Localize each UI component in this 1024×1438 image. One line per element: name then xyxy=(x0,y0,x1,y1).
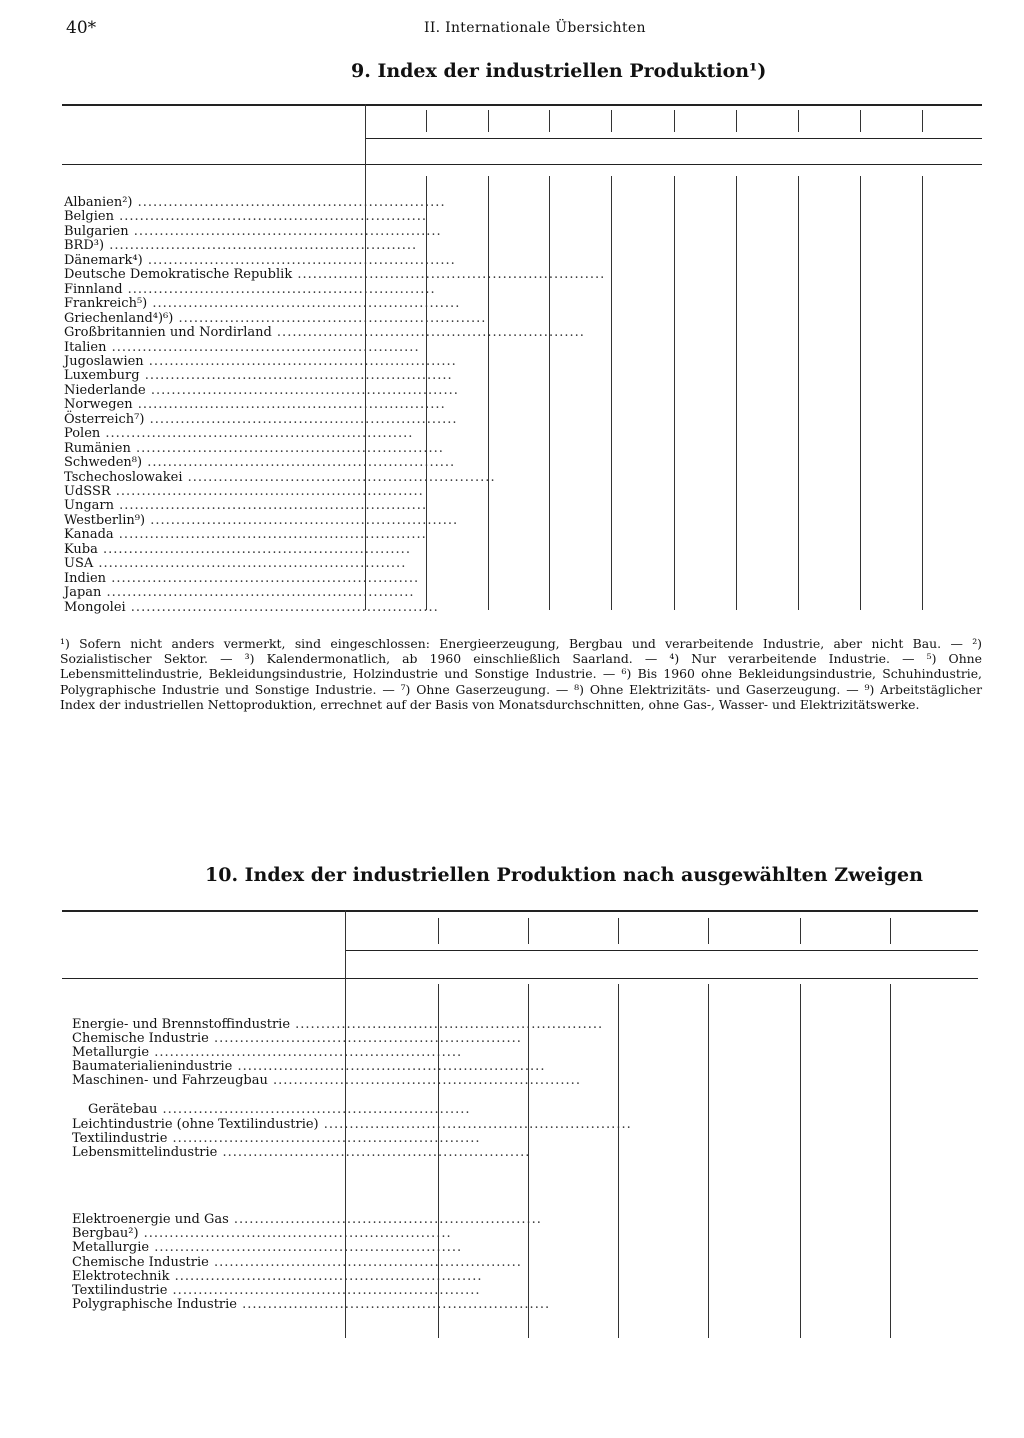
table9-col-divider xyxy=(488,176,489,610)
leader-dots: ............................................................ xyxy=(167,1283,481,1298)
leader-dots: ............................................................ xyxy=(113,527,427,542)
row-label-text: BRD³) xyxy=(64,238,105,253)
table9-row-label xyxy=(64,571,420,586)
row-label-text: Rumänien xyxy=(64,441,131,456)
table9-col-divider xyxy=(674,176,675,610)
table10-col-divider xyxy=(528,984,529,1338)
table10-head-rule xyxy=(62,978,978,979)
leader-dots: ............................................................ xyxy=(143,354,457,369)
table10-col-divider xyxy=(890,984,891,1338)
table10-row-label xyxy=(72,1226,452,1241)
leader-dots: ............................................................ xyxy=(113,209,428,224)
leader-dots: ............................................................ xyxy=(145,513,459,528)
row-label-text: Leichtindustrie (ohne Textilindustrie) xyxy=(72,1117,319,1132)
row-label-text: Tschechoslowakei xyxy=(64,470,183,485)
table10-row-label xyxy=(72,1117,632,1132)
row-label-text: Chemische Industrie xyxy=(72,1031,209,1046)
row-label-text: Polygraphische Industrie xyxy=(72,1297,238,1312)
table9-footnotes xyxy=(60,636,982,712)
row-label-text: Finnland xyxy=(64,282,123,297)
table10-row-label xyxy=(72,1240,463,1255)
table10-col-divider-year xyxy=(708,918,709,944)
leader-dots: ............................................................ xyxy=(110,484,424,499)
table9-row-label xyxy=(64,311,487,326)
table9-col-divider-year xyxy=(860,110,861,132)
table9-row-label xyxy=(64,354,457,369)
table10-row-label xyxy=(72,1297,551,1312)
row-label-text: Mongolei xyxy=(64,600,126,615)
row-label-text: Elektroenergie und Gas xyxy=(72,1212,229,1227)
leader-dots: ............................................................ xyxy=(132,195,446,210)
table9-row-label xyxy=(64,455,456,470)
leader-dots: ............................................................ xyxy=(93,556,407,571)
leader-dots: ............................................................ xyxy=(182,470,496,485)
leader-dots: ............................................................ xyxy=(128,224,442,239)
table9-col-divider xyxy=(549,176,550,610)
leader-dots: ............................................................ xyxy=(132,397,446,412)
leader-dots: ............................................................ xyxy=(147,296,461,311)
page-number: 40* xyxy=(66,18,97,38)
row-label-text: Kuba xyxy=(64,542,98,557)
row-label-text: Metallurgie xyxy=(72,1240,150,1255)
row-label-text: Baumaterialienindustrie xyxy=(72,1059,233,1074)
table9-row-label xyxy=(64,542,411,557)
table9-col-divider-year xyxy=(736,110,737,132)
table10-col-divider xyxy=(708,984,709,1338)
table10-base-rule xyxy=(345,950,978,951)
table9-row-label xyxy=(64,195,446,210)
table9-col-divider xyxy=(798,176,799,610)
leader-dots: ............................................................ xyxy=(173,311,487,326)
row-label-text: Niederlande xyxy=(64,383,146,398)
row-label-text: Ungarn xyxy=(64,498,114,513)
row-label-text: Textilindustrie xyxy=(72,1283,168,1298)
row-label-text: Belgien xyxy=(64,209,114,224)
row-label-text: Jugoslawien xyxy=(64,354,144,369)
table9-title: 9. Index der industriellen Produktion¹) xyxy=(351,60,767,82)
table10-row-label xyxy=(72,1059,546,1074)
leader-dots: ............................................................ xyxy=(101,585,415,600)
leader-dots: ............................................................ xyxy=(139,368,453,383)
leader-dots: ............................................................ xyxy=(208,1031,522,1046)
running-head: II. Internationale Übersichten xyxy=(424,20,646,36)
leader-dots: ............................................................ xyxy=(292,267,606,282)
table10-row-label xyxy=(72,1073,581,1088)
leader-dots: ............................................................ xyxy=(97,542,411,557)
table9-col-divider-year xyxy=(549,110,550,132)
table9-row-label xyxy=(64,383,459,398)
table10-row-label xyxy=(72,1131,481,1146)
table9-row-label xyxy=(64,267,606,282)
row-label-text: Elektrotechnik xyxy=(72,1269,170,1284)
table9-row-label xyxy=(64,412,458,427)
row-label-text: Westberlin⁹) xyxy=(64,513,146,528)
row-label-text: Schweden⁸) xyxy=(64,455,143,470)
leader-dots: ............................................................ xyxy=(125,600,439,615)
table10-row-label xyxy=(72,1045,463,1060)
table9-row-label xyxy=(64,224,442,239)
table9-row-label xyxy=(64,426,414,441)
leader-dots: ............................................................ xyxy=(114,498,428,513)
row-label-text: USA xyxy=(64,556,94,571)
footnote-text: ¹) Sofern nicht anders vermerkt, sind eingeschlossen: Energieerzeugung, Bergbau und verarbeitende Industrie, aber nicht Bau. — ²) Sozialistischer Sektor. — ³) Kalendermonatlich, ab 1960 einschließlich Saarland. — ⁴) Nur verarbeitende Industrie. — ⁵) Ohne Lebensmittelindustrie, Bekleidungsindustrie, Holzindustrie und Sonstige Industrie. — ⁶) Bis 1960 ohne Bekleidungsindustrie, Schuhindustrie, Polygraphische Industrie und Sonstige Industrie. — ⁷) Ohne Gaserzeugung. — ⁸) Ohne Elektrizitäts- und Gaserzeugung. — ⁹) Arbeitstäglicher Index der industriellen Nettoproduktion, errechnet auf der Basis von Monatsdurchschnitten, ohne Gas-, Wasser- und Elektrizitätswerke. xyxy=(60,636,982,712)
row-label-text: Chemische Industrie xyxy=(72,1255,209,1270)
leader-dots: ............................................................ xyxy=(228,1212,542,1227)
table9-row-label xyxy=(64,368,453,383)
leader-dots: ............................................................ xyxy=(144,412,458,427)
table9-col-divider xyxy=(922,176,923,610)
table9-col-divider-year xyxy=(488,110,489,132)
leader-dots: ............................................................ xyxy=(267,1073,581,1088)
table9-row-label xyxy=(64,585,415,600)
table9-head-rule xyxy=(62,164,982,165)
row-label-text: Bergbau²) xyxy=(72,1226,139,1241)
table10-row-label xyxy=(72,1255,522,1270)
table10-row-label xyxy=(72,1017,604,1032)
table9-row-label xyxy=(64,527,427,542)
table9-base-rule xyxy=(365,138,982,139)
leader-dots: ............................................................ xyxy=(271,325,585,340)
table9-row-label xyxy=(64,556,407,571)
table9-row-label xyxy=(64,498,428,513)
leader-dots: ............................................................ xyxy=(138,1226,452,1241)
table10-row-label xyxy=(72,1031,522,1046)
table9-row-label xyxy=(64,397,446,412)
row-label-text: Japan xyxy=(64,585,102,600)
row-label-text: Indien xyxy=(64,571,107,586)
table10-col-divider-year xyxy=(800,918,801,944)
row-label-text: Metallurgie xyxy=(72,1045,150,1060)
table9-col-divider xyxy=(860,176,861,610)
table9-col-divider-year xyxy=(426,110,427,132)
table10-row-label xyxy=(72,1269,483,1284)
row-label-text: Griechenland⁴)⁶) xyxy=(64,311,174,326)
leader-dots: ............................................................ xyxy=(142,253,456,268)
leader-dots: ............................................................ xyxy=(318,1117,632,1132)
row-label-text: Gerätebau xyxy=(88,1102,158,1117)
table10-col-divider-year xyxy=(528,918,529,944)
table10-col-divider xyxy=(800,984,801,1338)
row-label-text: Österreich⁷) xyxy=(64,412,145,427)
leader-dots: ............................................................ xyxy=(142,455,456,470)
row-label-text: UdSSR xyxy=(64,484,111,499)
leader-dots: ............................................................ xyxy=(208,1255,522,1270)
leader-dots: ............................................................ xyxy=(167,1131,481,1146)
leader-dots: ............................................................ xyxy=(104,238,418,253)
leader-dots: ............................................................ xyxy=(169,1269,483,1284)
table10-title: 10. Index der industriellen Produktion nach ausgewählten Zweigen xyxy=(205,864,923,886)
table9-row-label xyxy=(64,340,420,355)
table9-col-divider-year xyxy=(674,110,675,132)
row-label-text: Bulgarien xyxy=(64,224,129,239)
table9-col-divider xyxy=(611,176,612,610)
leader-dots: ............................................................ xyxy=(290,1017,604,1032)
leader-dots: ............................................................ xyxy=(149,1045,463,1060)
leader-dots: ............................................................ xyxy=(100,426,414,441)
table10-col-divider xyxy=(618,984,619,1338)
table9-row-label xyxy=(64,209,428,224)
row-label-text: Lebensmittelindustrie xyxy=(72,1145,218,1160)
table9-row-label xyxy=(64,253,456,268)
row-label-text: Großbritannien und Nordirland xyxy=(64,325,272,340)
table9-row-label xyxy=(64,513,459,528)
row-label-text: Italien xyxy=(64,340,107,355)
table10-row-label xyxy=(72,1145,531,1160)
leader-dots: ............................................................ xyxy=(232,1059,546,1074)
row-label-text: Energie- und Brennstoffindustrie xyxy=(72,1017,291,1032)
table9-col-divider-year xyxy=(922,110,923,132)
table9-row-label xyxy=(64,296,461,311)
table10-col-divider-year xyxy=(618,918,619,944)
table9-row-label xyxy=(64,282,436,297)
table9-row-label xyxy=(64,484,424,499)
table9-col-divider xyxy=(736,176,737,610)
leader-dots: ............................................................ xyxy=(157,1102,471,1117)
row-label-text: Kanada xyxy=(64,527,114,542)
leader-dots: ............................................................ xyxy=(122,282,436,297)
row-label-text: Polen xyxy=(64,426,101,441)
table9-row-label xyxy=(64,441,444,456)
table9-row-label xyxy=(64,238,418,253)
row-label-text: Deutsche Demokratische Republik xyxy=(64,267,293,282)
row-label-text: Norwegen xyxy=(64,397,133,412)
table10-row-label xyxy=(72,1212,542,1227)
table10-col-divider-year xyxy=(438,918,439,944)
leader-dots: ............................................................ xyxy=(217,1145,531,1160)
table10-row-label xyxy=(88,1102,471,1117)
table10-top-rule xyxy=(62,910,978,912)
leader-dots: ............................................................ xyxy=(145,383,459,398)
table9-col-divider-year xyxy=(611,110,612,132)
table9-row-label xyxy=(64,600,439,615)
table10-row-label xyxy=(72,1283,481,1298)
table9-top-rule xyxy=(62,104,982,106)
leader-dots: ............................................................ xyxy=(130,441,444,456)
row-label-text: Textilindustrie xyxy=(72,1131,168,1146)
row-label-text: Albanien²) xyxy=(64,195,133,210)
table9-col-divider-year xyxy=(798,110,799,132)
table10-col-divider-year xyxy=(890,918,891,944)
leader-dots: ............................................................ xyxy=(237,1297,551,1312)
table9-row-label xyxy=(64,325,585,340)
row-label-text: Luxemburg xyxy=(64,368,140,383)
row-label-text: Maschinen- und Fahrzeugbau xyxy=(72,1073,268,1088)
row-label-text: Dänemark⁴) xyxy=(64,253,143,268)
leader-dots: ............................................................ xyxy=(106,571,420,586)
leader-dots: ............................................................ xyxy=(106,340,420,355)
leader-dots: ............................................................ xyxy=(149,1240,463,1255)
table9-row-label xyxy=(64,470,496,485)
row-label-text: Frankreich⁵) xyxy=(64,296,148,311)
